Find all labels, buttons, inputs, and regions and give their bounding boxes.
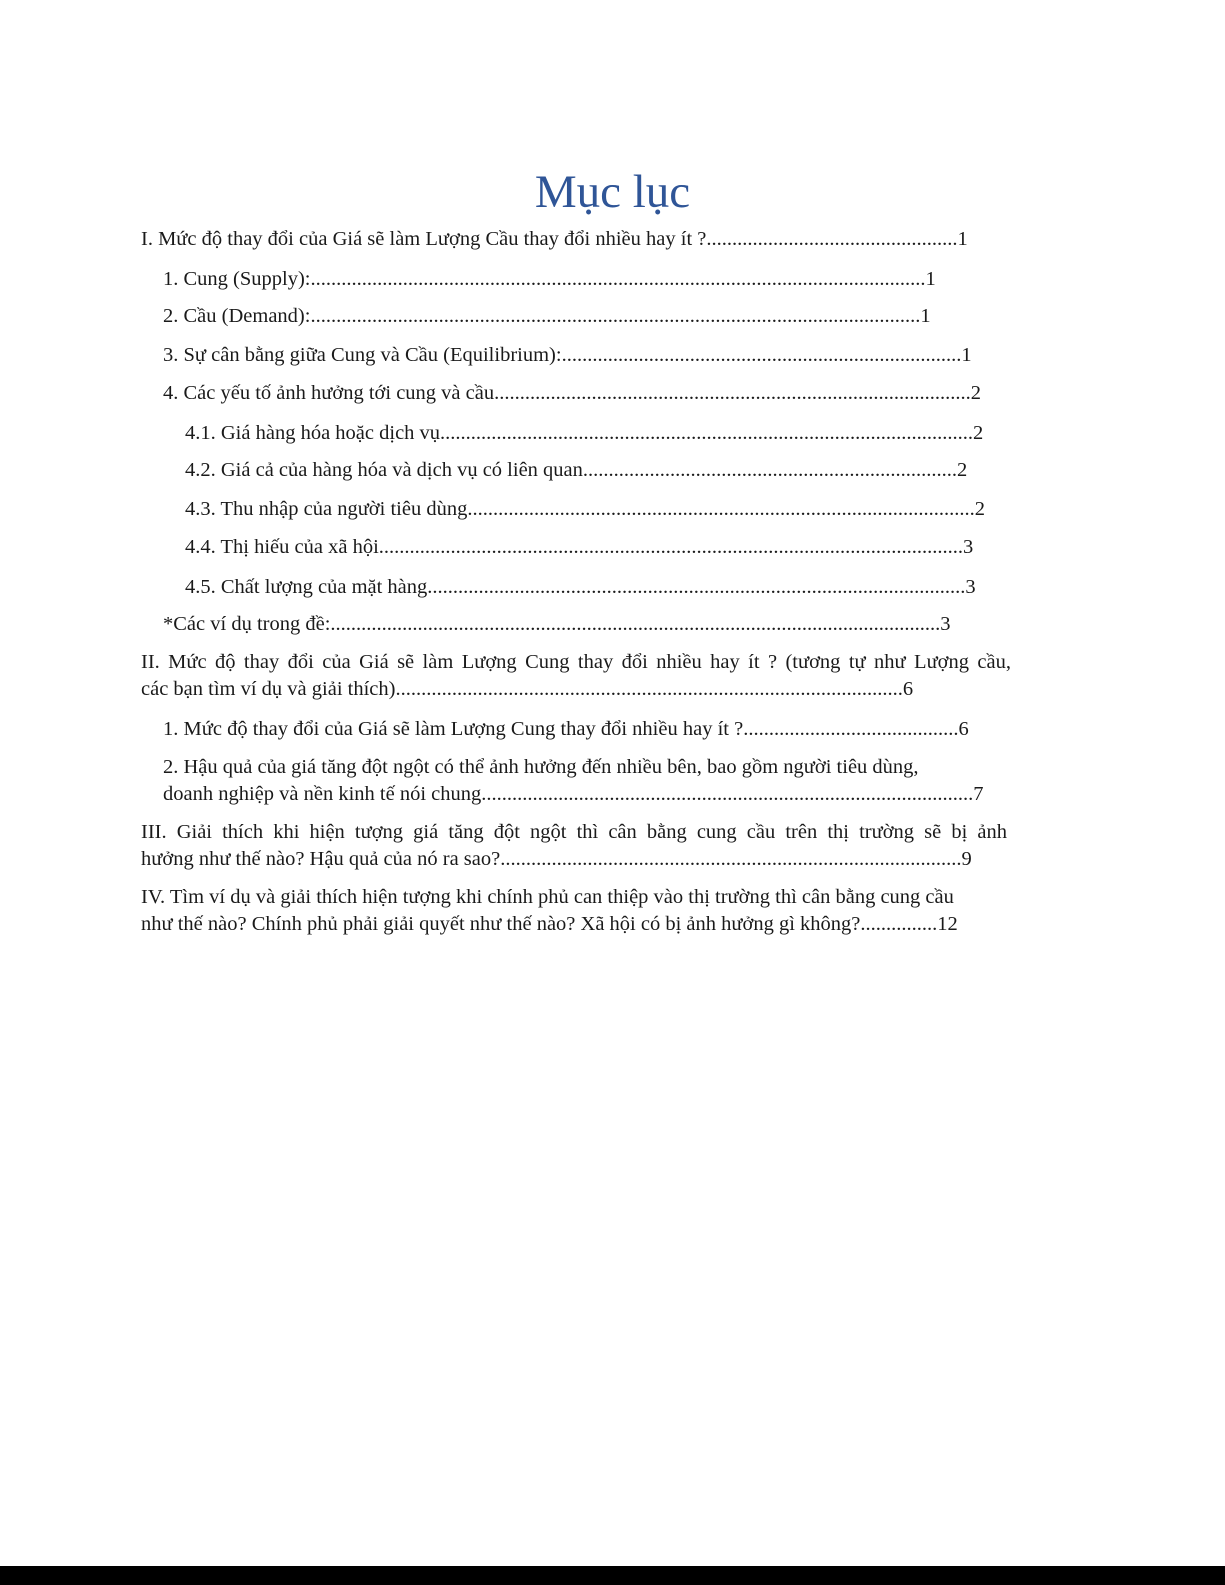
toc-entry-text-line1: IV. Tìm ví dụ và giải thích hiện tượng khi chính phủ can thiệp vào thị trường thì cân bằng cung cầu (141, 886, 954, 908)
toc-leader-dots: ................................................................................................... (467, 498, 975, 520)
toc-leader-dots: .......................................................................................... (500, 848, 962, 870)
toc-entry-text: 4.4. Thị hiếu của xã hội (185, 536, 379, 558)
toc-page-number: 3 (940, 613, 951, 635)
toc-entry-text: 2. Cầu (Demand): (163, 305, 311, 327)
toc-leader-dots: .................................................................................................................. (378, 536, 964, 558)
toc-leader-dots: ........................................................................................................ (440, 422, 974, 444)
toc-page-number: 2 (970, 382, 981, 404)
toc-entry-2-2[interactable] (163, 754, 984, 808)
toc-entry-1-2[interactable] (163, 303, 931, 330)
toc-entry-4[interactable] (141, 884, 958, 938)
toc-leader-dots: ....................................................................................................................... (310, 305, 921, 327)
toc-page-number: 6 (958, 718, 969, 740)
toc-entry-1-4[interactable] (163, 380, 981, 407)
bottom-edge-bar (0, 1566, 1225, 1585)
toc-page-number: 12 (937, 913, 958, 935)
toc-leader-dots: ................................................. (706, 228, 958, 250)
toc-entry-1-4-1[interactable] (185, 420, 983, 447)
toc-entry-text: 4.3. Thu nhập của người tiêu dùng (185, 498, 468, 520)
toc-entry-text-line1: II. Mức độ thay đổi của Giá sẽ làm Lượng Cung thay đổi nhiều hay ít ? (tương tự như Lượng cầu, (141, 651, 1011, 673)
toc-page-number: 9 (961, 848, 972, 870)
toc-leader-dots: ......................................................................... (582, 459, 958, 481)
toc-entry-text: 3. Sự cân bằng giữa Cung và Cầu (Equilibrium): (163, 344, 562, 366)
toc-entry-text: các bạn tìm ví dụ và giải thích) (141, 678, 396, 700)
toc-leader-dots: ................................................................................................... (395, 678, 903, 700)
toc-page-number: 1 (961, 344, 972, 366)
toc-entry-text: I. Mức độ thay đổi của Giá sẽ làm Lượng Cầu thay đổi nhiều hay ít ? (141, 228, 707, 250)
toc-leader-dots: ........................................................................................................................ (310, 268, 926, 290)
toc-entry-1[interactable] (141, 226, 968, 253)
toc-entry-text: 4.1. Giá hàng hóa hoặc dịch vụ (185, 422, 441, 444)
toc-leader-dots: ................................................................................................ (481, 783, 974, 805)
toc-entry-1-4-2[interactable] (185, 457, 967, 484)
toc-entry-3[interactable] (141, 819, 1007, 873)
toc-entry-1-3[interactable] (163, 342, 972, 369)
toc-leader-dots: ....................................................................................................................... (330, 613, 941, 635)
toc-page-number: 2 (957, 459, 968, 481)
toc-entry-2-1[interactable] (163, 716, 969, 743)
toc-entry-text: 1. Cung (Supply): (163, 268, 311, 290)
toc-entry-text-line1: III. Giải thích khi hiện tượng giá tăng đột ngột thì cân bằng cung cầu trên thị trường sẽ bị ảnh (141, 821, 1007, 843)
toc-page-number: 2 (973, 422, 984, 444)
toc-entry-text: như thế nào? Chính phủ phải giải quyết như thế nào? Xã hội có bị ảnh hưởng gì không? (141, 913, 861, 935)
toc-leader-dots: ............... (860, 913, 938, 935)
toc-entry-text-line1: 2. Hậu quả của giá tăng đột ngột có thể ảnh hưởng đến nhiều bên, bao gồm người tiêu dùng, (163, 756, 919, 778)
toc-page-number: 2 (974, 498, 985, 520)
toc-page-number: 7 (973, 783, 984, 805)
toc-page-number: 3 (965, 576, 976, 598)
toc-entry-1-4-3[interactable] (185, 496, 985, 523)
toc-entry-1-1[interactable] (163, 266, 936, 293)
toc-leader-dots: ......................................................................................................... (427, 576, 966, 598)
toc-page-number: 1 (920, 305, 931, 327)
toc-page-number: 1 (925, 268, 936, 290)
toc-entry-text: 4.2. Giá cả của hàng hóa và dịch vụ có liên quan (185, 459, 583, 481)
toc-page-number: 1 (957, 228, 968, 250)
toc-entry-text: 4.5. Chất lượng của mặt hàng (185, 576, 428, 598)
toc-entry-1-4-4[interactable] (185, 534, 973, 561)
toc-entry-2[interactable] (141, 649, 1011, 703)
toc-entry-examples[interactable] (163, 611, 951, 638)
toc-page-number: 3 (963, 536, 974, 558)
toc-entry-text: 1. Mức độ thay đổi của Giá sẽ làm Lượng Cung thay đổi nhiều hay ít ? (163, 718, 744, 740)
toc-entry-text: 4. Các yếu tố ảnh hưởng tới cung và cầu (163, 382, 495, 404)
toc-leader-dots: .......................................... (743, 718, 959, 740)
toc-entry-text: hưởng như thế nào? Hậu quả của nó ra sao? (141, 848, 501, 870)
toc-title: Mục lục (534, 166, 691, 218)
toc-entry-1-4-5[interactable] (185, 574, 976, 601)
toc-page-number: 6 (902, 678, 914, 700)
toc-leader-dots: ............................................................................................. (494, 382, 971, 404)
toc-leader-dots: .............................................................................. (561, 344, 962, 366)
toc-entry-text: doanh nghiệp và nền kinh tế nói chung (163, 783, 482, 805)
toc-entry-text: *Các ví dụ trong đề: (163, 613, 331, 635)
